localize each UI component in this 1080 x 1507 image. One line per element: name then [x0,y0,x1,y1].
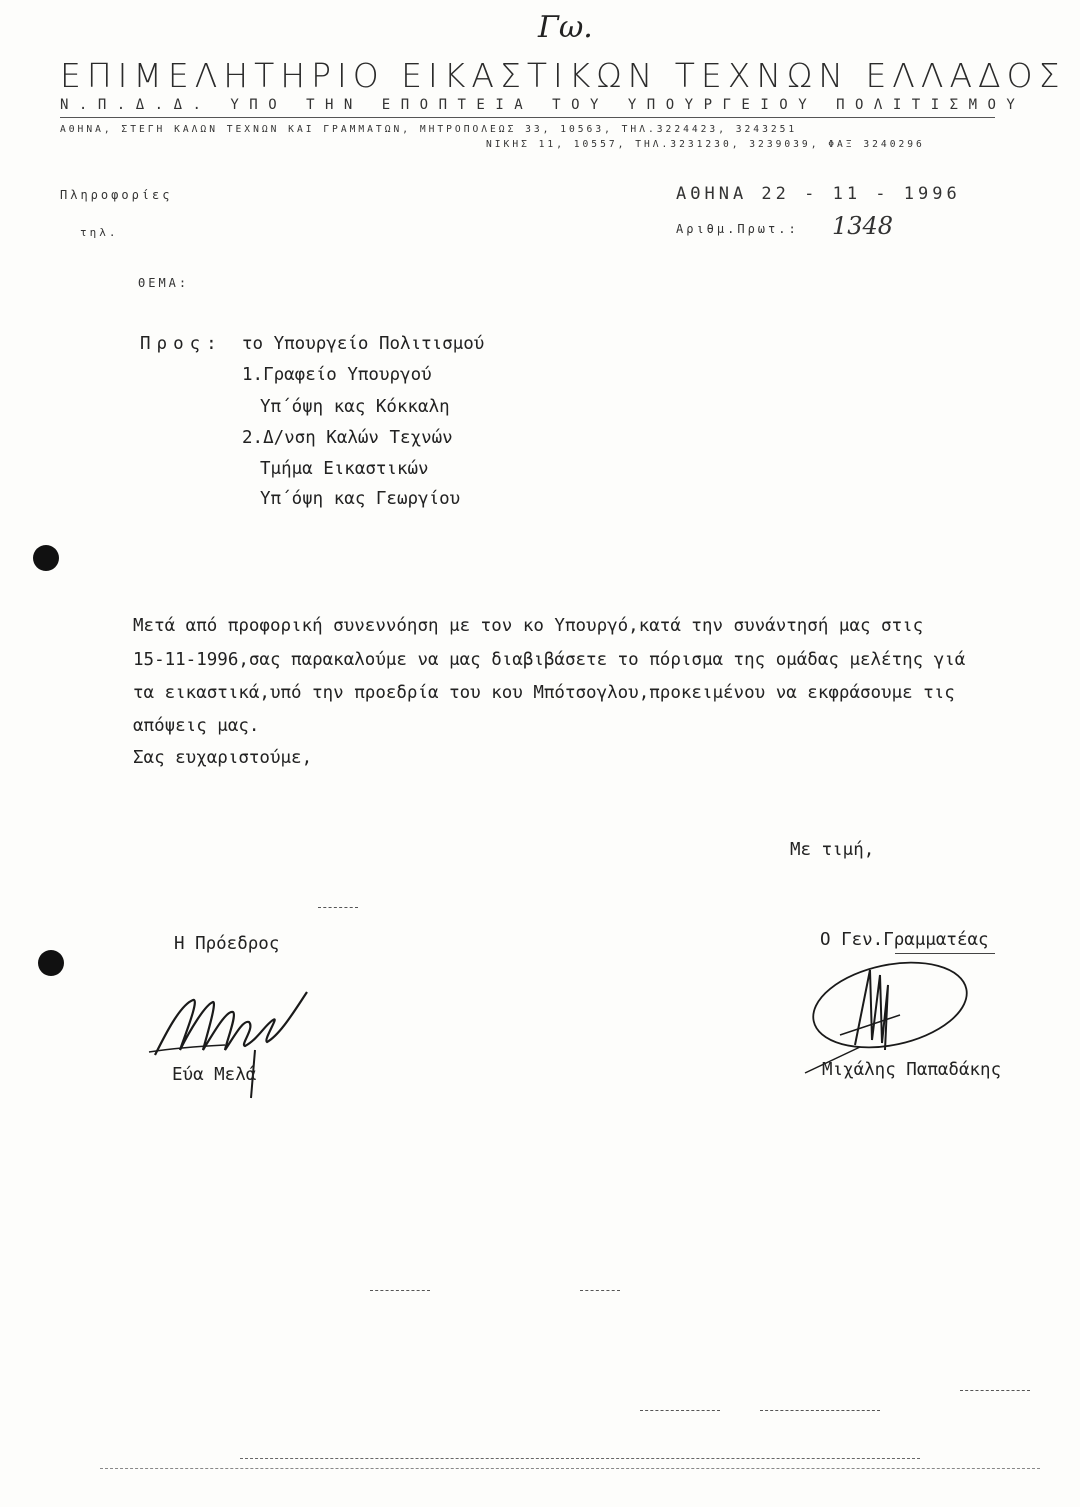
body-thanks: Σας ευχαριστούμε, [133,748,313,768]
punch-hole-top [33,545,59,571]
letterhead-subtitle: Ν.Π.Δ.Δ. ΥΠΟ ΤΗΝ ΕΠΟΠΤΕΙΑ ΤΟΥ ΥΠΟΥΡΓΕΙΟΥ ΠΟΛΙΤΙΣΜΟΥ [60,97,1026,113]
recipient-line-5: Υπ΄όψη κας Γεωργίου [260,489,461,509]
letterhead-address-line2: ΝΙΚΗΣ 11, 10557, ΤΗΛ.3231230, 3239039, ΦΑΞ 3240296 [486,139,925,150]
punch-hole-bottom [38,950,64,976]
recipient-line-3: 2.Δ/νση Καλών Τεχνών [242,428,453,448]
body-line-3: τα εικαστικά,υπό την προεδρία του κου Μπότσογλου,προκειμένου να εκφράσουμε τις [133,683,955,703]
recipient-line-2: Υπ΄όψη κας Κόκκαλη [260,397,450,417]
protocol-label: Αριθμ.Πρωτ.: [676,222,799,236]
scan-artifact-line [240,1458,920,1459]
secretary-title: Ο Γεν.Γραμματέας [820,930,989,950]
recipient-line-1: 1.Γραφείο Υπουργού [242,365,432,385]
scan-artifact-line [580,1290,620,1291]
president-title: Η Πρόεδρος [174,934,280,954]
scan-artifact-line [370,1290,430,1291]
closing-regards: Με τιμή, [790,840,875,860]
letterhead-title: ΕΠΙΜΕΛΗΤΗΡΙΟ ΕΙΚΑΣΤΙΚΩΝ ΤΕΧΝΩΝ ΕΛΛΑΔΟΣ [60,56,1066,95]
handwritten-mark: Γω. [538,10,593,45]
scan-artifact-line [640,1410,720,1411]
scan-artifact-line [100,1468,1040,1469]
date-line: ΑΘΗΝΑ 22 - 11 - 1996 [676,184,961,204]
recipient-ministry: το Υπουργείο Πολιτισμού [242,334,485,354]
scan-artifact-line [760,1410,880,1411]
president-name: Εύα Μελά [172,1065,257,1085]
secretary-title-underline [895,953,995,954]
scan-artifact-line [960,1390,1030,1391]
info-label: Πληροφορίες [60,188,173,202]
scan-artifact-line [318,907,358,908]
tel-label: τηλ. [80,226,119,239]
body-line-1: Μετά από προφορική συνεννόηση με τον κο Υπουργό,κατά την συνάντησή μας στις [133,616,924,636]
to-label: Προς: [140,334,223,354]
protocol-number: 1348 [832,212,894,240]
subject-label: ΘΕΜΑ: [138,276,190,290]
recipient-line-4: Τμήμα Εικαστικών [260,459,429,479]
body-line-4: απόψεις μας. [133,716,260,736]
letterhead-address-line1: ΑΘΗΝΑ, ΣΤΕΓΗ ΚΑΛΩΝ ΤΕΧΝΩΝ ΚΑΙ ΓΡΑΜΜΑΤΩΝ, ΜΗΤΡΟΠΟΛΕΩΣ 33, 10563, ΤΗΛ.3224423, 3243251 [60,124,798,135]
body-line-2: 15-11-1996,σας παρακαλούμε να μας διαβιβάσετε το πόρισμα της ομάδας μελέτης γιά [133,650,966,670]
letterhead-divider [60,117,995,118]
secretary-name: Μιχάλης Παπαδάκης [822,1060,1002,1080]
